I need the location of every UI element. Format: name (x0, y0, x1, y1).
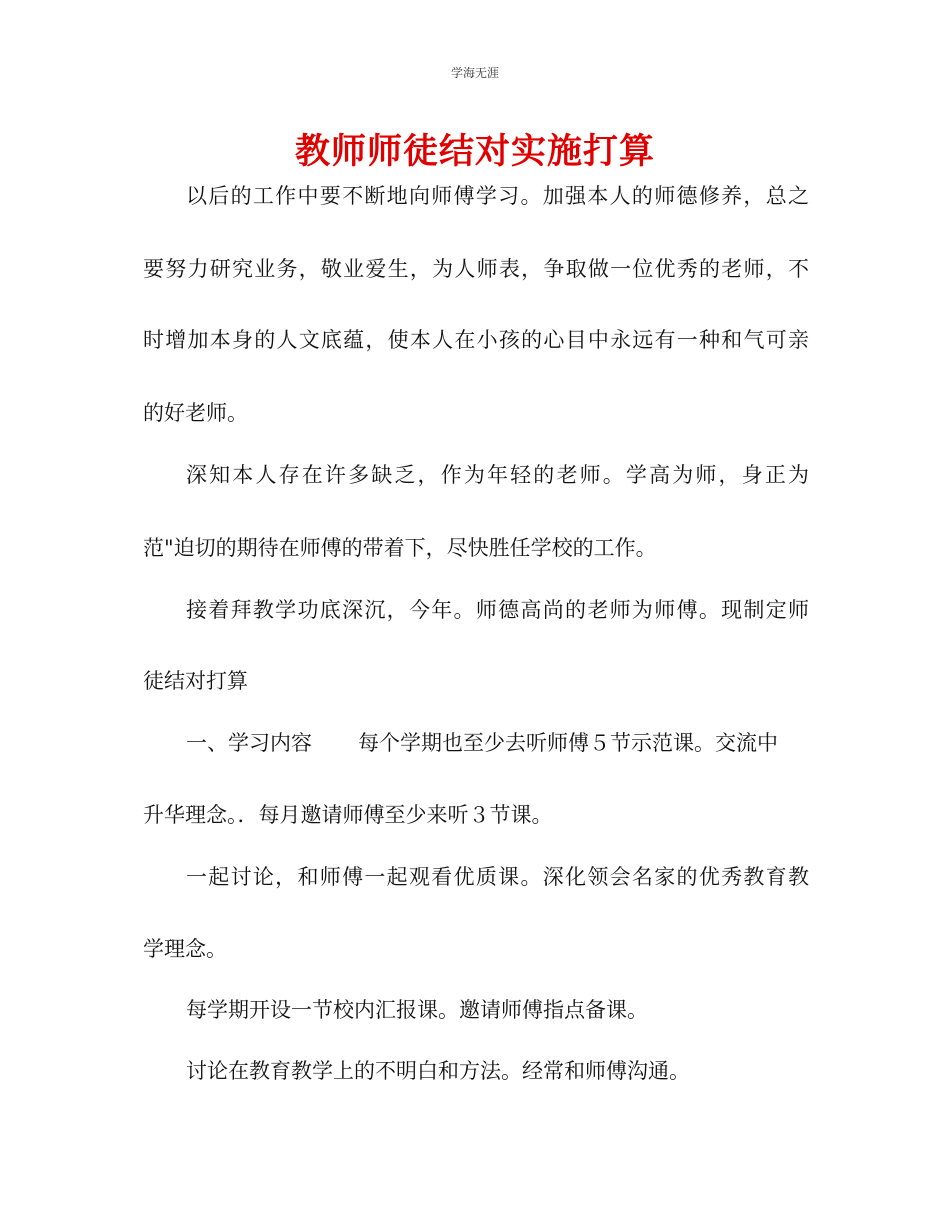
paragraph-line: 一起讨论，和师傅一起观看优质课。深化领会名家的优秀教育教 (186, 865, 809, 889)
section-line (186, 727, 778, 757)
paragraph-line: 深知本人存在许多缺乏，作为年轻的老师。学高为师，身正为 (186, 463, 809, 487)
paragraph-line: 讨论在教育教学上的不明白和方法。经常和师傅沟通。 (186, 1059, 690, 1083)
section-text: 每个学期也至少去听师傅５节示范课。交流中 (358, 731, 778, 755)
paragraph-line: 要努力研究业务，敬业爱生，为人师表，争取做一位优秀的老师，不 (143, 257, 809, 281)
paragraph-line: 接着拜教学功底深沉，今年。师德高尚的老师为师傅。现制定师 (186, 598, 809, 622)
paragraph-line: 每学期开设一节校内汇报课。邀请师傅指点备课。 (186, 998, 648, 1022)
document-title: 教师师徒结对实施打算 (294, 132, 655, 172)
paragraph-line: 范"迫切的期待在师傅的带着下，尽快胜任学校的工作。 (143, 536, 657, 560)
paragraph-line: 升华理念。．每月邀请师傅至少来听３节课。 (143, 803, 553, 827)
paragraph-line: 时增加本身的人文底蕴，使本人在小孩的心目中永远有一种和气可亲 (143, 328, 809, 352)
paragraph-line: 学理念。 (143, 937, 227, 961)
paragraph-line: 的好老师。 (143, 401, 248, 425)
paragraph-line: 以后的工作中要不断地向师傅学习。加强本人的师德修养，总之 (186, 184, 809, 208)
section-heading: 一、学习内容 (186, 731, 312, 755)
paragraph-line: 徒结对打算 (143, 669, 248, 693)
page-header: 学海无涯 (450, 66, 499, 80)
